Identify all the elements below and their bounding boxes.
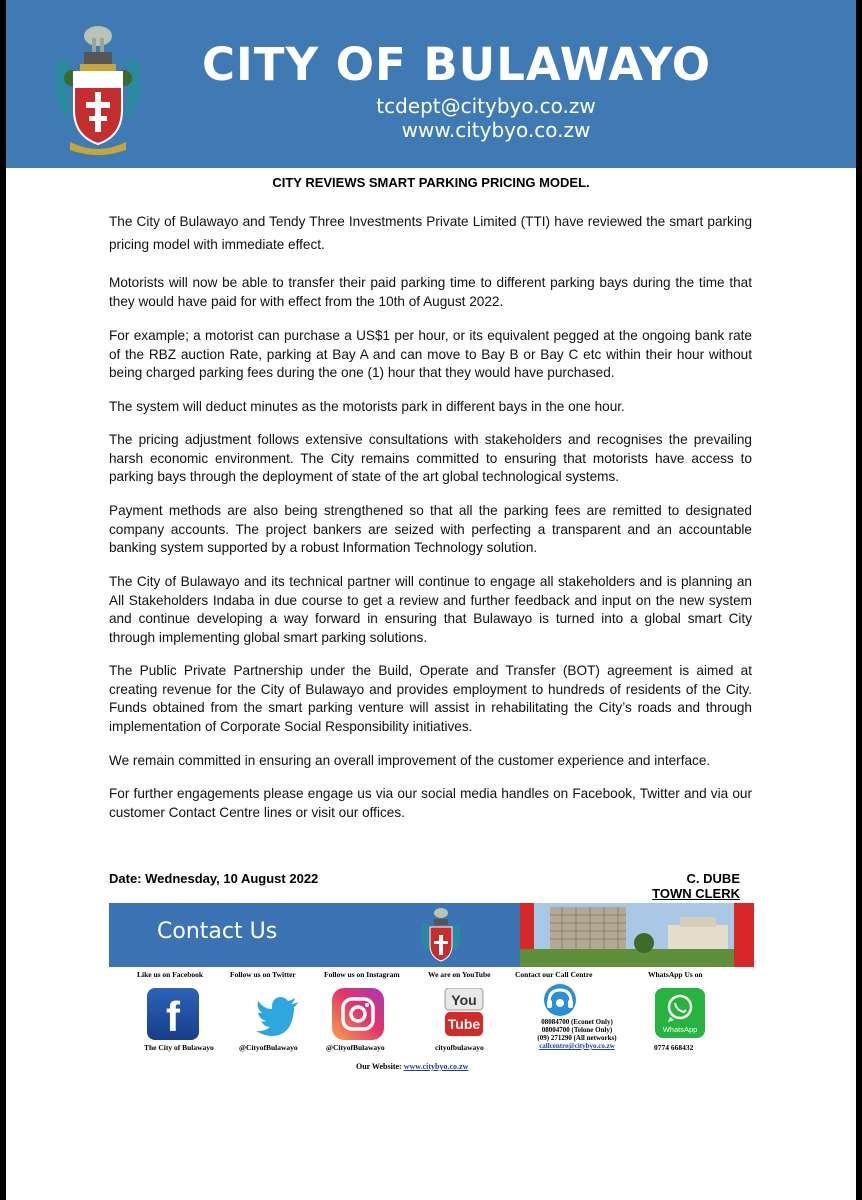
twitter-icon[interactable]: [256, 996, 300, 1036]
twitter-caption: @CityofBulawayo: [239, 1043, 298, 1052]
website-link[interactable]: www.citybyo.co.zw: [403, 1062, 469, 1071]
whatsapp-icon[interactable]: [655, 988, 705, 1038]
facebook-label: Like us on Facebook: [137, 970, 204, 979]
coat-of-arms-icon: [50, 18, 146, 158]
paragraph: The pricing adjustment follows extensive consultations with stakeholders and recognises the prevailing harsh economic environment. The City remains committed to ensuring that motorists have access to parking bays through the deployment of state of the art global technological systems.: [109, 432, 752, 484]
youtube-icon[interactable]: [443, 988, 485, 1038]
paragraph: For example; a motorist can purchase a US$1 per hour, or its equivalent pegged at the ongoing bank rate of the RBZ auction Rate, parking at Bay A and can move to Bay B or Bay C etc within their hour without being charged parking fees during the one (1) hour that they would have purchased.: [109, 328, 752, 380]
paragraph: The system will deduct minutes as the motorists park in different bays in the one hour.: [109, 399, 625, 414]
youtube-caption: cityofbulawayo: [435, 1043, 484, 1052]
instagram-icon[interactable]: [332, 988, 384, 1040]
signatory-title: TOWN CLERK: [652, 886, 740, 901]
call-line: 08004700 (Telone Only): [541, 1026, 613, 1034]
paragraph: Motorists will now be able to transfer their paid parking time to different parking bays during the time that they would have paid for with effect from the 10th of August 2022.: [109, 275, 752, 309]
twitter-label: Follow us on Twitter: [230, 970, 296, 979]
document-page: [6, 0, 856, 1200]
call-centre-icon[interactable]: [540, 983, 580, 1017]
facebook-caption: The City of Bulawayo: [144, 1043, 214, 1052]
signatory-name: C. DUBE: [686, 871, 740, 886]
website-label: Our Website:: [356, 1062, 402, 1071]
instagram-label: Follow us on Instagram: [324, 970, 400, 979]
call-centre-label: Contact our Call Centre: [515, 970, 593, 979]
document-heading: CITY REVIEWS SMART PARKING PRICING MODEL.: [272, 175, 590, 190]
youtube-you-text: You: [451, 992, 477, 1008]
youtube-label: We are on YouTube: [428, 970, 491, 979]
header-banner: [6, 0, 856, 168]
whatsapp-text: WhatsApp: [662, 1025, 698, 1034]
contact-title: Contact Us: [157, 919, 278, 944]
facebook-icon[interactable]: f: [147, 988, 199, 1040]
whatsapp-label: WhatsApp Us on: [648, 970, 703, 979]
header-email: tcdept@citybyo.co.zw: [376, 94, 596, 118]
contact-banner: [109, 903, 754, 967]
footer-website: [356, 1062, 468, 1071]
document-date: Date: Wednesday, 10 August 2022: [109, 871, 319, 886]
paragraph: The City of Bulawayo and its technical partner will continue to engage all stakeholders and is planning an All Stakeholders Indaba in due course to get a review and further feedback and input on the new system and continue developing a way forward in ensuring that Bulawayo is turned into a global smart City through implementing global smart parking solutions.: [109, 574, 752, 645]
signature-block: [606, 871, 740, 901]
paragraph: Payment methods are also being strengthened so that all the parking fees are remitted to designated company accounts. The project bankers are seized with perfecting a transparent and an accountable banking system supported by a robust Information Technology solution.: [109, 503, 752, 555]
call-centre-email-link[interactable]: callcentre@citybyo.co.zw: [539, 1042, 615, 1050]
call-centre-numbers: [522, 1018, 632, 1050]
paragraph: The Public Private Partnership under the Build, Operate and Transfer (BOT) agreement is aimed at creating revenue for the City of Bulawayo and provides employment to hundreds of residents of the City. Funds obtained from the smart parking venture will assist in rehabilitating the City’s roads and through implementation of Corporate Social Responsibility initiatives.: [109, 663, 752, 734]
instagram-caption: @CityofBulawayo: [326, 1043, 385, 1052]
call-line: (09) 271290 (All networks): [537, 1034, 617, 1042]
city-hall-photo: [520, 903, 754, 967]
coat-of-arms-icon: [419, 905, 463, 965]
banner-divider: [6, 168, 856, 174]
youtube-tube-text: Tube: [447, 1016, 481, 1032]
page-title: CITY OF BULAWAYO: [202, 38, 712, 91]
whatsapp-caption: 0774 668432: [654, 1043, 694, 1052]
paragraph: We remain committed in ensuring an overall improvement of the customer experience and interface.: [109, 753, 711, 768]
paragraph: For further engagements please engage us via our social media handles on Facebook, Twitter and via our customer Contact Centre lines or visit our offices.: [109, 786, 752, 820]
call-line: 08084700 (Econet Only): [541, 1018, 613, 1026]
header-website: www.citybyo.co.zw: [401, 118, 591, 142]
paragraph: The City of Bulawayo and Tendy Three Investments Private Limited (TTI) have reviewed the smart parking pricing model with immediate effect.: [109, 214, 752, 252]
